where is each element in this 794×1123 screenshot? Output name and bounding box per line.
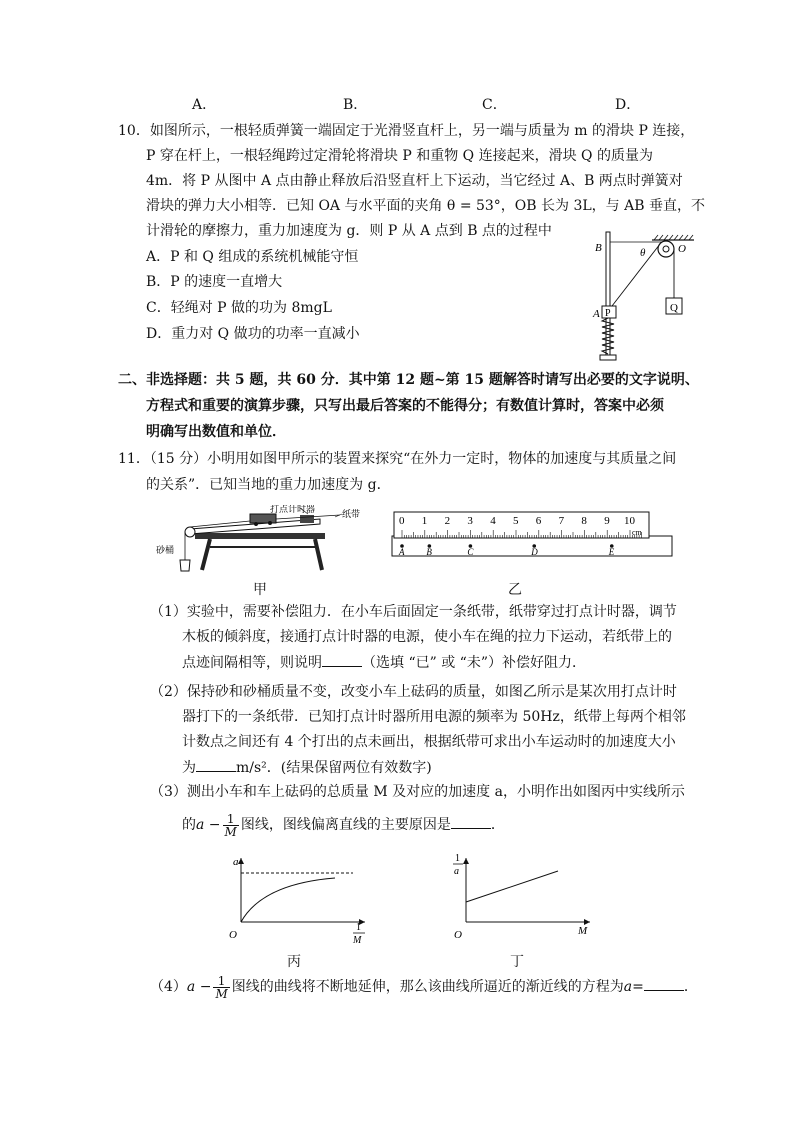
cart bbox=[250, 514, 276, 523]
label-tape: 纸带 bbox=[342, 509, 361, 519]
figure-bing-graph bbox=[225, 852, 375, 947]
part1-text-a: 点迹间隔相等，则说明 bbox=[182, 655, 322, 671]
ruler-label: 5 bbox=[513, 515, 519, 527]
part4-prefix: （4） bbox=[150, 979, 187, 995]
part2-line-4 bbox=[182, 755, 432, 780]
ding-ylabel-num: 1 bbox=[455, 853, 460, 864]
q11-stem-2: 的关系”．已知当地的重力加速度为 g． bbox=[146, 477, 391, 493]
ding-origin: O bbox=[454, 929, 462, 941]
label-timer: 打点计时器 bbox=[270, 505, 316, 514]
ruler-label: 1 bbox=[421, 515, 428, 527]
sand-bucket bbox=[180, 560, 190, 571]
ruler-label: 0 bbox=[399, 515, 405, 527]
part1-line-3 bbox=[182, 650, 586, 675]
frac-prefix-3: a − bbox=[196, 817, 221, 833]
q10-option-b: B．P 的速度一直增大 bbox=[146, 274, 283, 290]
bing-origin: O bbox=[229, 929, 237, 941]
ruler-label: 2 bbox=[444, 515, 451, 527]
label-q: Q bbox=[670, 302, 678, 314]
part3-line-1: （3）测出小车和车上砝码的总质量 M 及对应的加速度 a，小明作出如图丙中实线所示 bbox=[150, 784, 685, 800]
q9-option-a: A． bbox=[192, 97, 217, 113]
part1-line-1: （1）实验中，需要补偿阻力．在小车后面固定一条纸带，纸带穿过打点计时器，调节 bbox=[150, 604, 677, 620]
part3-text-b: 图线，图线偏离直线的主要原因是 bbox=[240, 817, 451, 833]
q9-option-d: D． bbox=[615, 97, 641, 113]
answer-blank-2[interactable] bbox=[196, 755, 236, 772]
q10-figure bbox=[586, 230, 696, 365]
dot-timer bbox=[300, 515, 314, 523]
ruler-label: 4 bbox=[490, 515, 496, 527]
ruler-label: 6 bbox=[535, 515, 542, 527]
part2-text-a: 为 bbox=[182, 760, 196, 776]
ruler-label: 10 bbox=[624, 515, 635, 527]
ruler-unit: cm bbox=[632, 528, 642, 537]
answer-blank-3[interactable] bbox=[451, 812, 491, 829]
part2-line-3: 计数点之间还有 4 个打出的点未画出，根据纸带可求出小车运动时的加速度大小 bbox=[182, 734, 676, 750]
line-1-over-a-vs-m bbox=[466, 871, 558, 902]
ruler-label: 7 bbox=[558, 515, 565, 527]
part3-text-a: 的 bbox=[182, 817, 196, 833]
part1-text-b: （选填 “已” 或 “未”）补偿好阻力． bbox=[362, 655, 586, 671]
ding-ylabel-den: a bbox=[454, 866, 459, 877]
part4-a-eq: a= bbox=[623, 979, 644, 995]
tape-point-label: D bbox=[531, 547, 538, 557]
part2-text-b: m/s²．(结果保留两位有效数字) bbox=[236, 760, 432, 776]
figure-ding-graph bbox=[450, 852, 600, 947]
fraction-1-over-m-2: $\frac{1}{M}$ bbox=[215, 973, 228, 1001]
ruler-label: 8 bbox=[581, 515, 587, 527]
curve-a-vs-1-over-m bbox=[241, 878, 335, 922]
ruler-label: 3 bbox=[467, 515, 473, 527]
bing-xlabel-den: M bbox=[353, 935, 362, 946]
q11-stem-1: 11．（15 分）小明用如图甲所示的装置来探究“在外力一定时，物体的加速度与其质量之间 bbox=[118, 451, 677, 467]
bing-ylabel: a bbox=[233, 856, 239, 868]
q9-option-c: C． bbox=[482, 97, 507, 113]
tape-point-label: B bbox=[426, 547, 432, 557]
answer-blank-4[interactable] bbox=[644, 974, 684, 991]
frac-prefix-4: a − bbox=[186, 979, 212, 995]
part2-line-2: 器打下的一条纸带．已知打点计时器所用电源的频率为 50Hz，纸带上每两个相邻 bbox=[182, 709, 686, 725]
q10-option-d: D．重力对 Q 做功的功率一直减小 bbox=[146, 326, 360, 342]
section2-line-3: 明确写出数值和单位． bbox=[146, 424, 286, 440]
part3-line-2 bbox=[182, 812, 505, 838]
rope-op bbox=[612, 244, 660, 306]
ding-xlabel: M bbox=[578, 925, 588, 937]
q9-option-b: B． bbox=[343, 97, 368, 113]
figure-jia-apparatus bbox=[150, 505, 365, 575]
section2-line-2: 方程式和重要的演算步骤，只写出最后答案的不能得分；有数值计算时，答案中必须 bbox=[146, 398, 664, 414]
ruler-label: 9 bbox=[604, 515, 610, 527]
fraction-1-over-m: $\frac{1}{M}$ bbox=[224, 811, 237, 839]
q10-line-5: 计滑轮的摩擦力，重力加速度为 g．则 P 从 A 点到 B 点的过程中 bbox=[146, 223, 552, 239]
bing-xlabel-num: 1 bbox=[356, 922, 361, 933]
label-o: O bbox=[678, 243, 686, 255]
ruler bbox=[394, 512, 649, 538]
q10-option-c: C．轻绳对 P 做的功为 8mgL bbox=[146, 300, 332, 316]
label-theta: θ bbox=[640, 247, 646, 259]
q10-line-4: 滑块的弹力大小相等．已知 OA 与水平面的夹角 θ = 53°，OB 长为 3L，与 AB 垂直，不 bbox=[146, 198, 705, 214]
label-a: A bbox=[593, 308, 600, 320]
q10-line-3: 4m．将 P 从图中 A 点由静止释放后沿竖直杆上下运动，当它经过 A、B 两点时弹簧对 bbox=[146, 173, 683, 189]
part1-line-2: 木板的倾斜度，接通打点计时器的电源，使小车在绳的拉力下运动，若纸带上的 bbox=[182, 629, 672, 645]
tape-point-label: E bbox=[608, 547, 615, 557]
section2-line-1: 二、非选择题：共 5 题，共 60 分．其中第 12 题~第 15 题解答时请写出必要的文字说明、 bbox=[118, 372, 699, 388]
table-top bbox=[195, 533, 325, 539]
label-b: B bbox=[595, 242, 602, 254]
part4-line bbox=[150, 974, 698, 1000]
caption-ding: 丁 bbox=[510, 954, 524, 970]
part4-text-a: 图线的曲线将不断地延伸，那么该曲线所逼近的渐近线的方程为 bbox=[231, 979, 624, 995]
label-p: P bbox=[605, 308, 611, 319]
part2-line-1: （2）保持砂和砂桶质量不变，改变小车上砝码的质量，如图乙所示是某次用打点计时 bbox=[150, 684, 677, 700]
caption-yi: 乙 bbox=[508, 582, 522, 598]
tape-point-label: C bbox=[467, 547, 474, 557]
label-bucket: 砂桶 bbox=[156, 545, 175, 555]
part4-text-b: ． bbox=[683, 979, 698, 995]
q10-line-2: P 穿在杆上，一根轻绳跨过定滑轮将滑块 P 和重物 Q 连接起来，滑块 Q 的质量为 bbox=[146, 148, 653, 164]
tape-point-label: A bbox=[399, 547, 405, 557]
caption-bing: 丙 bbox=[287, 954, 301, 970]
q10-line-1: 10．如图所示，一根轻质弹簧一端固定于光滑竖直杆上，另一端与质量为 m 的滑块 P 连接， bbox=[118, 123, 695, 139]
figure-yi-tape bbox=[390, 508, 675, 563]
part3-text-c: ． bbox=[490, 817, 505, 833]
answer-blank-1[interactable] bbox=[322, 650, 362, 667]
caption-jia: 甲 bbox=[253, 582, 267, 598]
q10-option-a: A．P 和 Q 组成的系统机械能守恒 bbox=[146, 249, 359, 265]
